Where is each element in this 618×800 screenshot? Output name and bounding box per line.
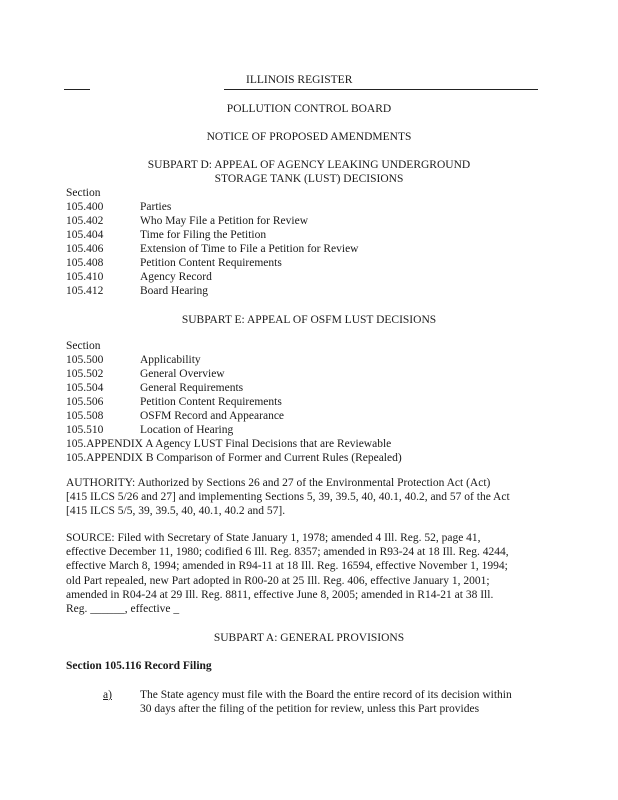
appendix-b: 105.APPENDIX B Comparison of Former and Current Rules (Repealed)	[66, 452, 402, 464]
list-item: 105.408 Petition Content Requirements	[66, 257, 282, 269]
board-title: POLLUTION CONTROL BOARD	[226, 103, 392, 115]
list-item: 105.412 Board Hearing	[66, 285, 209, 297]
list-item: 105.400 Parties	[66, 201, 172, 213]
list-item: 105.410 Agency Record	[66, 271, 212, 283]
header-left-rule	[64, 89, 90, 90]
list-item: 105.508 OSFM Record and Appearance	[66, 410, 285, 422]
list-item: 105.406 Extension of Time to File a Petition for Review	[66, 243, 359, 255]
subpart-d-title-line2: STORAGE TANK (LUST) DECISIONS	[214, 173, 404, 185]
subpart-d-title-line1: SUBPART D: APPEAL OF AGENCY LEAKING UNDERGROUND	[147, 159, 471, 171]
list-item: 105.510 Location of Hearing	[66, 424, 234, 436]
authority-note: AUTHORITY: Authorized by Sections 26 and 27 of the Environmental Protection Act (Act) [415 ILCS 5/26 and 27] and implementing Sections 5, 39, 39.5, 40, 40.1, 40.2, and 57 of the Act [415 ILCS 5/5, 39, 39.5, 40, 40.1, 40.2 and 57].	[66, 477, 510, 518]
list-item: 105.506 Petition Content Requirements	[66, 396, 282, 408]
header-right-rule	[224, 89, 538, 90]
appendix-a: 105.APPENDIX A Agency LUST Final Decisions that are Reviewable	[66, 438, 392, 450]
list-item: 105.500 Applicability	[66, 354, 201, 366]
section-label: Section	[66, 340, 101, 352]
list-item: 105.502 General Overview	[66, 368, 225, 380]
section-heading: Section 105.116 Record Filing	[66, 660, 212, 672]
list-item: 105.402 Who May File a Petition for Review	[66, 215, 308, 227]
section-label: Section	[66, 187, 101, 199]
subpart-a-title: SUBPART A: GENERAL PROVISIONS	[213, 632, 405, 644]
register-title: ILLINOIS REGISTER	[246, 74, 353, 86]
item-text: The State agency must file with the Board the entire record of its decision within 30 days after the filing of the petition for review, unless this Part provides	[140, 689, 512, 716]
subpart-e-title: SUBPART E: APPEAL OF OSFM LUST DECISIONS	[181, 314, 437, 326]
subpart-d-section-list	[66, 186, 359, 298]
notice-title: NOTICE OF PROPOSED AMENDMENTS	[206, 131, 412, 143]
source-note: SOURCE: Filed with Secretary of State January 1, 1978; amended 4 Ill. Reg. 52, page 41, effective December 11, 1980; codified 6 Ill. Reg. 8357; amended in R93-24 at 18 Ill. Reg. 4244, effective March 8, 1994; amended in R94-11 at 18 Ill. Reg. 16594, effective November 1, 1994; old Part repealed, new Part adopted in R00-20 at 25 Ill. Reg. 406, effective January 1, 2001; amended in R04-24 at 29 Ill. Reg. 8811, effective June 8, 2005; amended in R14-21 at 38 Ill. Reg. ______, effective _	[66, 532, 509, 615]
item-label: a)	[103, 689, 112, 701]
list-item: 105.404 Time for Filing the Petition	[66, 229, 267, 241]
list-item: 105.504 General Requirements	[66, 382, 244, 394]
subpart-e-section-list	[66, 339, 402, 465]
